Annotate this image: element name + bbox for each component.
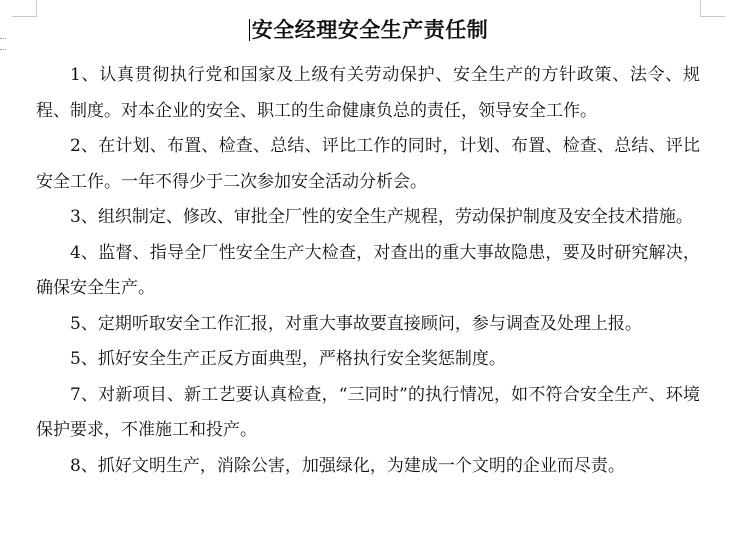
paragraph-8[interactable]: 8、抓好文明生产，消除公害，加强绿化，为建成一个文明的企业而尽责。	[70, 455, 625, 476]
paragraph-2[interactable]: 2、在计划、布置、检查、总结、评比工作的同时，计划、布置、检查、总结、评比安全工作。一年不得少于二次参加安全活动分析会。	[36, 136, 700, 192]
paragraph-1[interactable]: 1、认真贯彻执行党和国家及上级有关劳动保护、安全生产的方针政策、法令、规程、制度。对本企业的安全、职工的生命健康负总的责任，领导安全工作。	[36, 65, 700, 121]
text-cursor	[249, 19, 250, 41]
paragraph-4[interactable]: 4、监督、指导全厂性安全生产大检查，对查出的重大事故隐患，要及时研究解决，确保安全生产。	[36, 242, 700, 298]
document-title[interactable]: 安全经理安全生产责任制	[251, 18, 489, 42]
document-title-line[interactable]	[0, 14, 737, 44]
paragraph-6[interactable]: 5、抓好安全生产正反方面典型，严格执行安全奖惩制度。	[70, 349, 506, 369]
paragraph-5[interactable]: 5、定期听取安全工作汇报，对重大事故要直接顾问，参与调查及处理上报。	[70, 313, 642, 334]
document-body[interactable]	[36, 58, 700, 484]
paragraph-7[interactable]: 7、对新项目、新工艺要认真检查，“三同时”的执行情况，如不符合安全生产、环境保护要求，不准施工和投产。	[36, 384, 700, 440]
paragraph-3[interactable]: 3、组织制定、修改、审批全厂性的安全生产规程，劳动保护制度及安全技术措施。	[70, 207, 693, 227]
